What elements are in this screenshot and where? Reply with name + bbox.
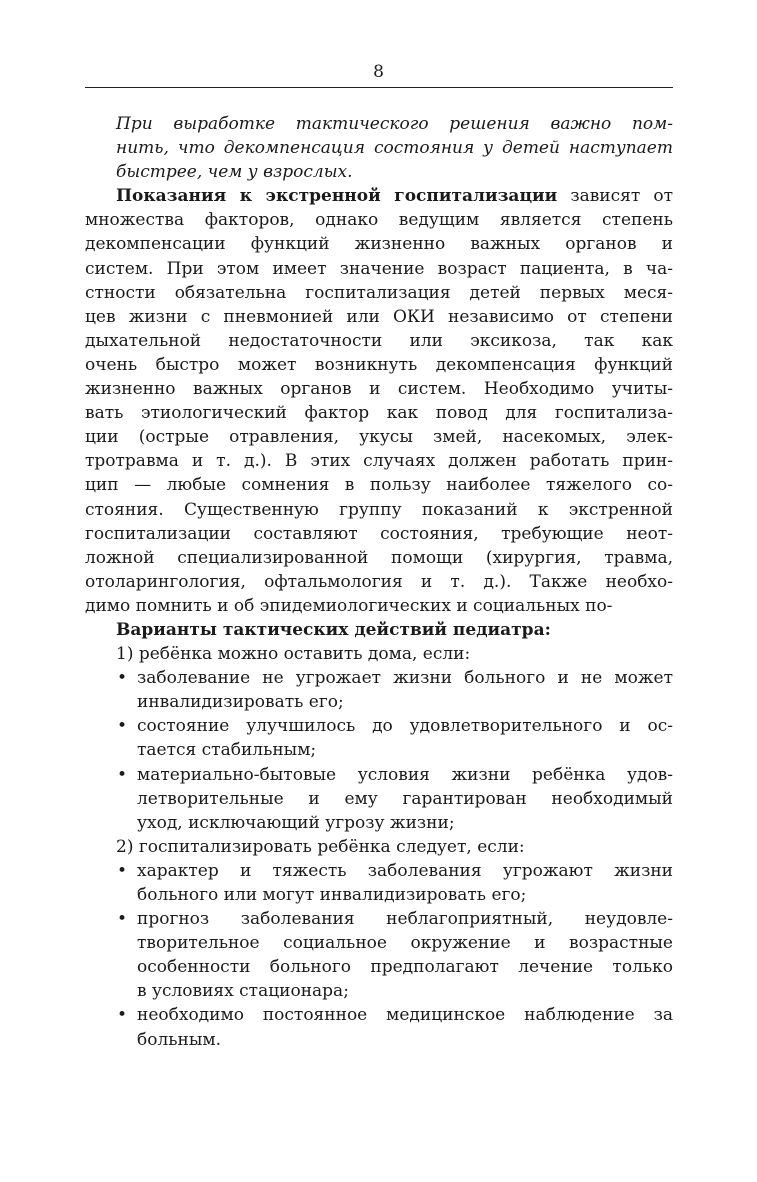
text-line: необходимо постоянное медицинское наблюдение за <box>137 1005 673 1026</box>
text-line: При выработке тактического решения важно пом- <box>116 114 673 134</box>
list-item <box>85 907 673 1003</box>
text-line: жизненно важных органов и систем. Необходимо учиты- <box>85 379 673 400</box>
text-line: характер и тяжесть заболевания угрожают жизни <box>137 860 673 881</box>
text-line: заболевание не угрожает жизни больного и не может <box>137 668 673 689</box>
bullet-icon: • <box>117 860 128 881</box>
text-line: летворительные и ему гарантирован необходимый <box>137 788 673 809</box>
bold-term: Показания к экстренной госпитализации <box>116 186 558 207</box>
text-line: димо помнить и об эпидемиологических и социальных по- <box>85 595 613 616</box>
text-line: уход, исключающий угрозу жизни; <box>137 812 455 833</box>
text-line <box>85 184 673 208</box>
main-paragraph <box>85 184 673 618</box>
text-line: систем. При этом имеет значение возраст пациента, в ча- <box>85 258 673 279</box>
intro-paragraph <box>85 112 673 184</box>
text-line: больного или могут инвалидизировать его; <box>137 885 527 905</box>
bullet-icon: • <box>117 909 128 930</box>
page-body <box>85 112 673 1052</box>
text-line: множества факторов, однако ведущим является степень <box>85 210 673 231</box>
list-item <box>85 859 673 907</box>
text-line: нить, что декомпенсация состояния у детей наступает <box>116 138 673 159</box>
text-line: очень быстро может возникнуть декомпенсация функций <box>85 354 673 375</box>
text-line: цип — любые сомнения в пользу наиболее тяжелого со- <box>85 475 673 496</box>
variants-heading: Варианты тактических действий педиатра: <box>116 619 551 640</box>
bullet-icon: • <box>117 716 128 737</box>
list-item <box>85 1003 673 1051</box>
text-line: декомпенсации функций жизненно важных органов и <box>85 234 673 255</box>
list-item <box>85 666 673 714</box>
text-line: материально-бытовые условия жизни ребёнка удов- <box>137 764 673 785</box>
text-line: дыхательной недостаточности или эксикоза, так как <box>85 330 673 351</box>
text-line: тается стабильным; <box>137 740 317 761</box>
section-2-title: 2) госпитализировать ребёнка следует, если: <box>116 836 525 857</box>
text-line: тротравма и т. д.). В этих случаях должен работать прин- <box>85 451 673 472</box>
bullet-icon: • <box>117 1005 128 1026</box>
text-line: госпитализации составляют состояния, требующие неот- <box>85 523 673 544</box>
text-line: стояния. Существенную группу показаний к экстренной <box>85 499 673 520</box>
text-line: особенности больного предполагают лечение только <box>137 957 673 978</box>
page-number: 8 <box>373 62 384 82</box>
text-line: быстрее, чем у взрослых. <box>116 162 353 183</box>
text-line: стности обязательна госпитализация детей первых меся- <box>85 282 673 303</box>
text-fragment: зависят от <box>557 186 674 207</box>
text-line: ции (острые отравления, укусы змей, насекомых, элек- <box>85 427 673 448</box>
list-item <box>85 763 673 835</box>
list-item <box>85 714 673 762</box>
text-line: в условиях стационара; <box>137 981 349 1002</box>
bullet-icon: • <box>117 764 128 785</box>
text-line: больным. <box>137 1029 222 1050</box>
section-1-title: 1) ребёнка можно оставить дома, если: <box>116 644 471 665</box>
text-line: состояние улучшилось до удовлетворительного и ос- <box>137 716 673 737</box>
text-line: прогноз заболевания неблагоприятный, неудовле- <box>137 909 673 930</box>
text-line: отоларингология, офтальмология и т. д.). Также необхо- <box>85 571 673 592</box>
text-line: творительное социальное окружение и возрастные <box>137 933 673 954</box>
text-line: вать этиологический фактор как повод для госпитализа- <box>85 403 673 424</box>
text-line: инвалидизировать его; <box>137 692 344 713</box>
text-line: ложной специализированной помощи (хирургия, травма, <box>85 547 673 568</box>
header-rule <box>85 87 673 88</box>
text-line: цев жизни с пневмонией или ОКИ независимо от степени <box>85 306 673 327</box>
bullet-icon: • <box>117 668 128 689</box>
